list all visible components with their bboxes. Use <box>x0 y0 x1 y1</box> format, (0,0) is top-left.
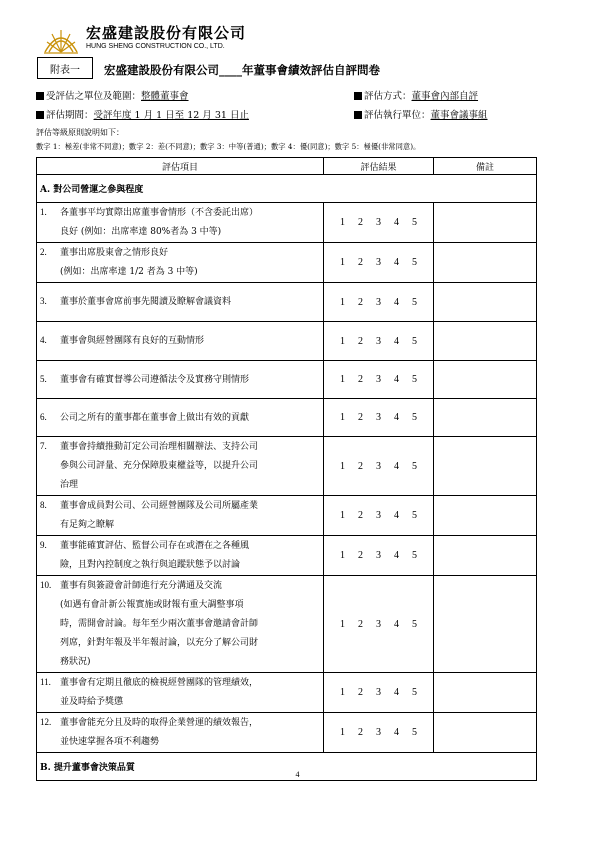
item-cell <box>37 322 324 361</box>
rating-option-5[interactable]: 5 <box>412 618 417 630</box>
item-text: 參與公司評量、充分保障股東權益等，以提升公司 <box>60 461 259 471</box>
table-row <box>37 437 537 496</box>
note-cell[interactable] <box>434 243 537 283</box>
item-line <box>40 733 320 752</box>
rating-option-4[interactable]: 4 <box>394 460 399 472</box>
rating-option-1[interactable]: 1 <box>340 296 345 308</box>
rating-option-2[interactable]: 2 <box>358 296 363 308</box>
header-item: 評估項目 <box>37 158 324 175</box>
meta-unit <box>36 88 189 102</box>
rating-option-5[interactable]: 5 <box>412 550 417 561</box>
item-number: 10. <box>40 580 52 590</box>
note-cell[interactable] <box>434 576 537 673</box>
item-number: 2. <box>40 247 47 257</box>
rating-option-5[interactable]: 5 <box>412 412 417 423</box>
item-line <box>40 243 320 263</box>
rating-option-5[interactable]: 5 <box>412 460 417 472</box>
rating-option-2[interactable]: 2 <box>358 335 363 347</box>
rating-option-1[interactable]: 1 <box>340 550 345 561</box>
rating-option-5[interactable]: 5 <box>412 257 417 268</box>
scale-intro: 評估等級原則說明如下： <box>36 128 124 137</box>
rating-option-3[interactable]: 3 <box>376 217 381 228</box>
item-line <box>40 516 320 535</box>
item-text: 務狀況) <box>60 657 91 667</box>
meta-method <box>354 88 478 102</box>
rating-cell <box>324 576 434 673</box>
rating-option-5[interactable]: 5 <box>412 687 417 698</box>
item-text: (如遇有會計新公報實施或財報有重大調整事項 <box>60 600 244 610</box>
rating-option-1[interactable]: 1 <box>340 257 345 268</box>
rating-option-4[interactable]: 4 <box>394 510 399 521</box>
square-bullet-icon <box>354 111 362 119</box>
rating-option-2[interactable]: 2 <box>358 618 363 630</box>
rating-cell <box>324 437 434 496</box>
rating-cell <box>324 243 434 283</box>
rating-option-3[interactable]: 3 <box>376 374 381 385</box>
rating-option-3[interactable]: 3 <box>376 510 381 521</box>
square-bullet-icon <box>354 92 362 100</box>
meta-period-value: 受評年度 1 月 1 日至 12 月 31 日止 <box>93 110 249 121</box>
meta-unit-label: 受評估之單位及範圍： <box>46 91 142 102</box>
page-number: 4 <box>295 770 300 779</box>
item-cell <box>37 361 324 399</box>
item-text: 董事能確實評估、監督公司存在或潛在之各種風 <box>60 541 250 551</box>
meta-method-value: 董事會內部自評 <box>411 91 479 102</box>
item-number: 5. <box>40 373 47 384</box>
table-row <box>37 361 537 399</box>
item-text: 董事於董事會席前事先閱讀及瞭解會議資料 <box>60 297 232 307</box>
item-number: 7. <box>40 441 47 451</box>
rating-option-4[interactable]: 4 <box>394 687 399 698</box>
meta-unit-value: 整體董事會 <box>141 91 189 102</box>
note-cell[interactable] <box>434 203 537 243</box>
rating-cell <box>324 536 434 576</box>
rating-option-4[interactable]: 4 <box>394 412 399 423</box>
rating-option-1[interactable]: 1 <box>340 374 345 385</box>
meta-executor-value: 董事會議事組 <box>430 110 488 121</box>
rating-option-1[interactable]: 1 <box>340 217 345 228</box>
rating-cell <box>324 673 434 713</box>
item-text: 並及時給予獎懲 <box>60 697 124 707</box>
item-line <box>40 457 320 476</box>
rating-option-2[interactable]: 2 <box>358 460 363 472</box>
note-cell[interactable] <box>434 361 537 399</box>
rating-option-5[interactable]: 5 <box>412 510 417 521</box>
item-line <box>40 673 320 693</box>
rating-option-4[interactable]: 4 <box>394 618 399 630</box>
item-cell <box>37 673 324 713</box>
section-a-row <box>37 175 537 203</box>
meta-period-label: 評估期間： <box>46 110 94 121</box>
item-text: 董事有與簽證會計師進行充分溝通及交流 <box>60 581 223 591</box>
rating-cell <box>324 713 434 753</box>
section-a-title: A. 對公司營運之參與程度 <box>37 175 537 203</box>
rating-option-3[interactable]: 3 <box>376 412 381 423</box>
item-number: 9. <box>40 540 47 550</box>
item-line <box>40 693 320 712</box>
rating-option-3[interactable]: 3 <box>376 460 381 472</box>
rating-option-2[interactable]: 2 <box>358 550 363 561</box>
meta-method-label: 評估方式： <box>364 91 412 102</box>
item-line <box>40 331 320 351</box>
company-logo <box>40 22 82 58</box>
note-cell[interactable] <box>434 399 537 437</box>
rating-option-3[interactable]: 3 <box>376 550 381 561</box>
item-cell <box>37 536 324 576</box>
item-line <box>40 292 320 312</box>
evaluation-table <box>36 157 537 781</box>
item-line <box>40 576 320 596</box>
item-text: 董事出席股東會之情形良好 <box>60 248 169 258</box>
item-line <box>40 496 320 516</box>
item-number: 12. <box>40 717 52 727</box>
note-cell[interactable] <box>434 673 537 713</box>
rating-cell <box>324 496 434 536</box>
meta-executor <box>354 107 488 121</box>
rating-option-2[interactable]: 2 <box>358 374 363 385</box>
rating-option-1[interactable]: 1 <box>340 687 345 698</box>
item-line <box>40 653 320 672</box>
item-line <box>40 437 320 457</box>
item-text: 董事會與經營團隊有良好的互動情形 <box>60 336 205 346</box>
header-note: 備註 <box>434 158 537 175</box>
rating-option-3[interactable]: 3 <box>376 257 381 268</box>
note-cell[interactable] <box>434 437 537 496</box>
item-text: 董事會有定期且徹底的檢視經營團隊的管理績效， <box>60 678 259 688</box>
item-line <box>40 713 320 733</box>
item-cell <box>37 283 324 322</box>
item-cell <box>37 713 324 753</box>
rating-option-3[interactable]: 3 <box>376 687 381 698</box>
item-text: 董事會持續推動訂定公司治理相關辦法、支持公司 <box>60 442 259 452</box>
rating-option-2[interactable]: 2 <box>358 510 363 521</box>
rating-option-4[interactable]: 4 <box>394 727 399 738</box>
item-line <box>40 615 320 634</box>
rating-option-4[interactable]: 4 <box>394 335 399 347</box>
item-text: 時，需開會討論。每年至少兩次董事會邀請會計師 <box>60 619 259 629</box>
rating-option-1[interactable]: 1 <box>340 618 345 630</box>
rating-option-2[interactable]: 2 <box>358 687 363 698</box>
table-row <box>37 322 537 361</box>
item-text: 董事會能充分且及時的取得企業營運的績效報告， <box>60 718 259 728</box>
square-bullet-icon <box>36 92 44 100</box>
table-row <box>37 673 537 713</box>
item-cell <box>37 496 324 536</box>
meta-executor-label: 評估執行單位： <box>364 110 431 121</box>
item-number: 3. <box>40 296 47 306</box>
item-text: 並快速掌握各項不利趨勢 <box>60 737 160 747</box>
rating-option-3[interactable]: 3 <box>376 335 381 347</box>
rating-option-5[interactable]: 5 <box>412 296 417 308</box>
item-line <box>40 203 320 223</box>
header-result: 評估結果 <box>324 158 434 175</box>
note-cell[interactable] <box>434 322 537 361</box>
rating-option-2[interactable]: 2 <box>358 727 363 738</box>
rating-cell <box>324 361 434 399</box>
item-line <box>40 556 320 575</box>
item-number: 8. <box>40 500 47 510</box>
table-row <box>37 203 537 243</box>
rating-option-4[interactable]: 4 <box>394 374 399 385</box>
rating-option-2[interactable]: 2 <box>358 217 363 228</box>
document-title: 宏盛建設股份有限公司____年董事會績效評估自評問卷 <box>104 63 380 77</box>
item-line <box>40 596 320 615</box>
square-bullet-icon <box>36 111 44 119</box>
rating-option-1[interactable]: 1 <box>340 335 345 347</box>
item-line <box>40 263 320 282</box>
item-text: 公司之所有的董事都在董事會上做出有效的貢獻 <box>60 412 250 423</box>
note-cell[interactable] <box>434 713 537 753</box>
item-text: 董事會成員對公司、公司經營團隊及公司所屬產業 <box>60 501 259 511</box>
table-row <box>37 713 537 753</box>
rating-option-5[interactable]: 5 <box>412 335 417 347</box>
table-row <box>37 399 537 437</box>
table-row <box>37 576 537 673</box>
item-number: 1. <box>40 207 47 217</box>
table-row <box>37 536 537 576</box>
rating-option-1[interactable]: 1 <box>340 727 345 738</box>
table-row <box>37 243 537 283</box>
rating-option-4[interactable]: 4 <box>394 217 399 228</box>
company-name-en: HUNG SHENG CONSTRUCTION CO., LTD. <box>86 43 225 50</box>
item-line <box>40 476 320 495</box>
item-line <box>40 408 320 428</box>
item-cell <box>37 576 324 673</box>
table-row <box>37 496 537 536</box>
rating-option-3[interactable]: 3 <box>376 296 381 308</box>
item-line <box>40 536 320 556</box>
section-b-title: B. 提升董事會決策品質 <box>37 753 537 781</box>
table-row <box>37 283 537 322</box>
rating-option-1[interactable]: 1 <box>340 510 345 521</box>
item-cell <box>37 399 324 437</box>
item-text: 治理 <box>60 480 79 490</box>
meta-period <box>36 107 249 121</box>
item-line <box>40 370 320 390</box>
item-text: 良好 (例如：出席率達 80%者為 3 中等) <box>60 227 222 237</box>
company-name-zh: 宏盛建設股份有限公司 <box>86 24 247 42</box>
rating-option-2[interactable]: 2 <box>358 412 363 423</box>
rating-cell <box>324 203 434 243</box>
note-cell[interactable] <box>434 283 537 322</box>
item-text: 有足夠之瞭解 <box>60 520 115 530</box>
note-cell[interactable] <box>434 536 537 576</box>
rating-option-4[interactable]: 4 <box>394 257 399 268</box>
item-text: 列席，針對年報及半年報討論，以充分了解公司財 <box>60 638 259 648</box>
appendix-label: 附表一 <box>37 57 93 79</box>
item-text: 險，且對內控制度之執行與追蹤狀態予以討論 <box>60 560 241 570</box>
item-cell <box>37 437 324 496</box>
item-cell <box>37 243 324 283</box>
rating-option-2[interactable]: 2 <box>358 257 363 268</box>
rating-option-5[interactable]: 5 <box>412 217 417 228</box>
rating-option-1[interactable]: 1 <box>340 460 345 472</box>
item-text: 董事會有確實督導公司遵循法令及實務守則情形 <box>60 374 250 385</box>
item-text: (例如：出席率達 1/2 者為 3 中等) <box>60 267 198 277</box>
item-line <box>40 634 320 653</box>
item-number: 4. <box>40 335 47 345</box>
table-header-row <box>37 158 537 175</box>
rating-cell <box>324 399 434 437</box>
item-number: 6. <box>40 411 47 422</box>
rating-cell <box>324 322 434 361</box>
rating-option-5[interactable]: 5 <box>412 727 417 738</box>
note-cell[interactable] <box>434 496 537 536</box>
item-text: 各董事平均實際出席董事會情形（不含委託出席） <box>60 208 259 218</box>
rating-option-1[interactable]: 1 <box>340 412 345 423</box>
item-number: 11. <box>40 677 51 687</box>
rating-option-3[interactable]: 3 <box>376 727 381 738</box>
rating-option-4[interactable]: 4 <box>394 550 399 561</box>
item-line <box>40 223 320 242</box>
rating-option-5[interactable]: 5 <box>412 374 417 385</box>
rating-option-4[interactable]: 4 <box>394 296 399 308</box>
scale-description: 數字 1：極差(非常不同意)；數字 2：差(不同意)；數字 3：中等(普通)；數字 4：優(同意)；數字 5：極優(非常同意)。 <box>36 142 421 151</box>
rating-option-3[interactable]: 3 <box>376 618 381 630</box>
item-cell <box>37 203 324 243</box>
rating-cell <box>324 283 434 322</box>
